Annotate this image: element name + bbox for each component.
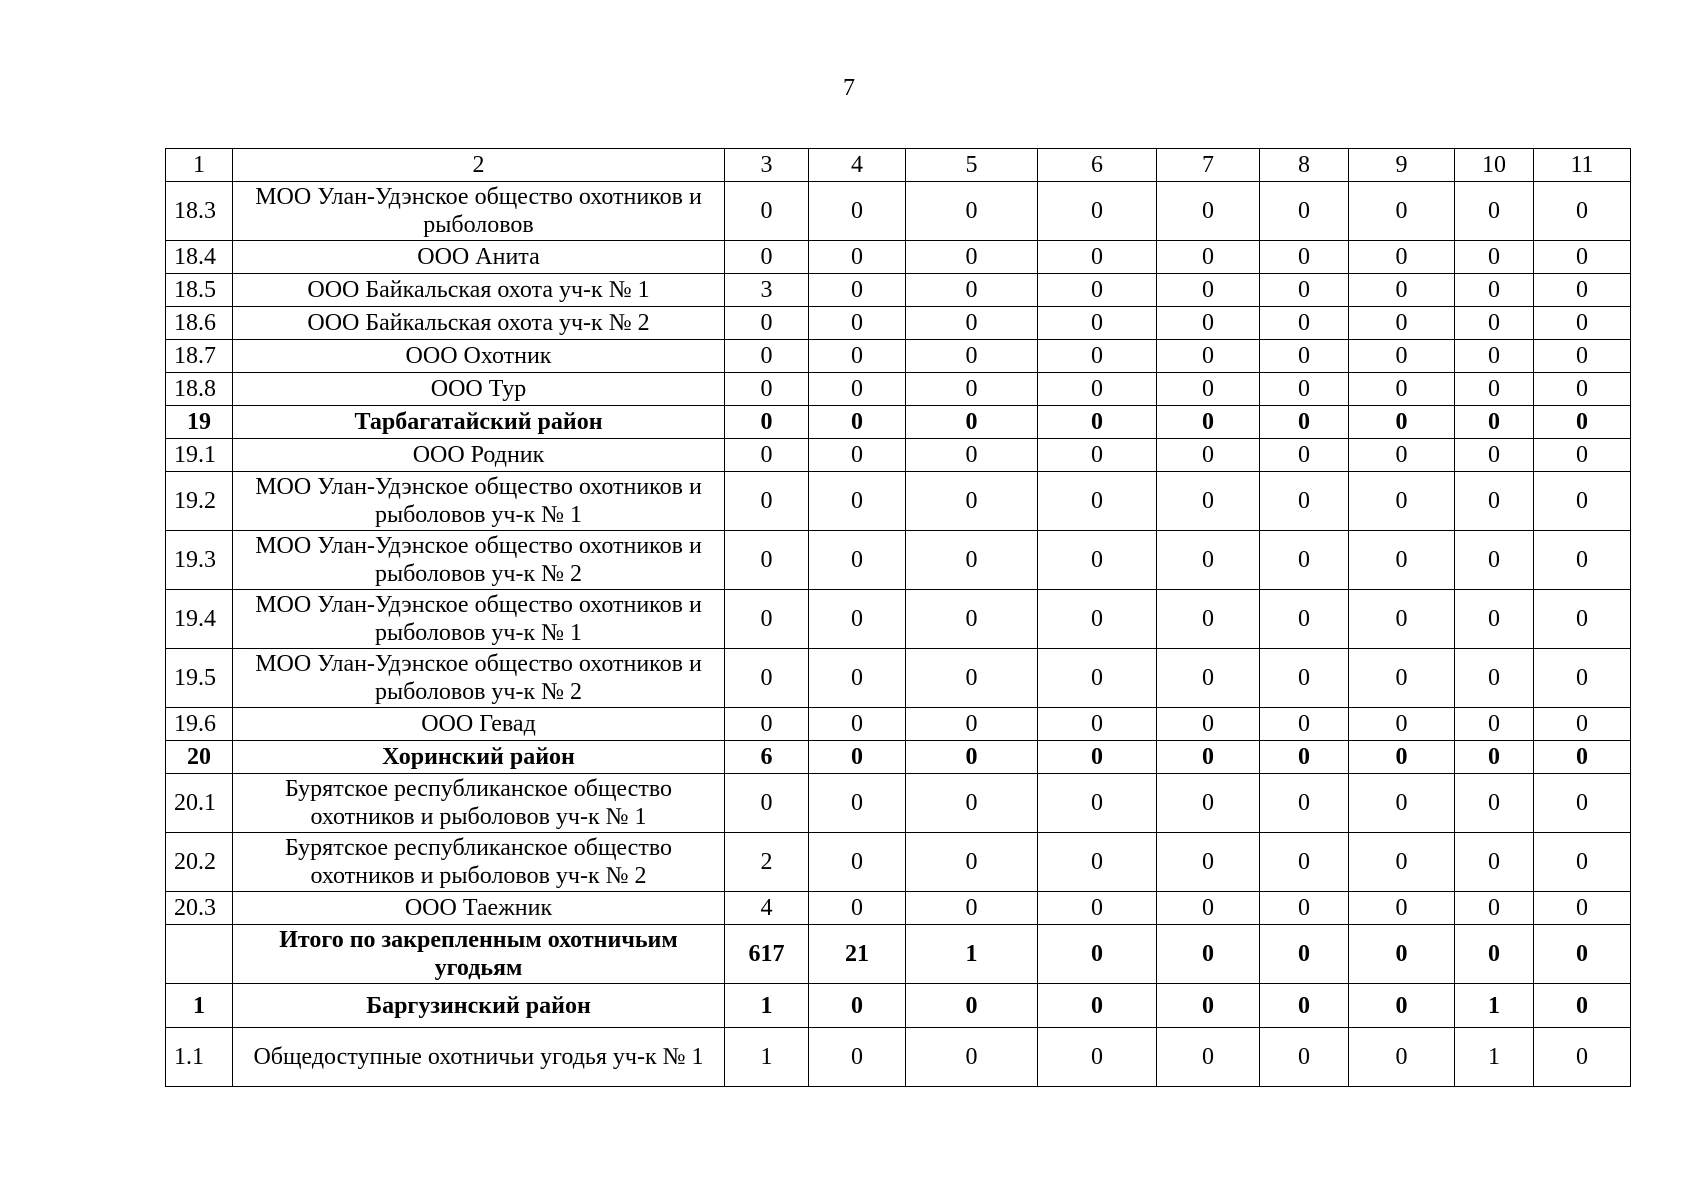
value-cell-col-8: 0 [1260, 241, 1349, 274]
value-cell-col-4: 0 [809, 241, 906, 274]
value-cell-col-5: 0 [906, 182, 1038, 241]
value-cell-col-6: 0 [1038, 649, 1157, 708]
value-cell-col-4: 0 [809, 774, 906, 833]
value-cell-col-8: 0 [1260, 1028, 1349, 1087]
value-cell-col-3: 0 [725, 708, 809, 741]
value-cell-col-11: 0 [1534, 182, 1631, 241]
value-cell-col-6: 0 [1038, 892, 1157, 925]
value-cell-col-7: 0 [1157, 774, 1260, 833]
value-cell-col-5: 0 [906, 708, 1038, 741]
value-cell-col-6: 0 [1038, 472, 1157, 531]
value-cell-col-7: 0 [1157, 741, 1260, 774]
value-cell-col-4: 0 [809, 531, 906, 590]
row-name-cell: МОО Улан-Удэнское общество охотников и рыболовов уч-к № 2 [233, 649, 725, 708]
value-cell-col-10: 0 [1455, 741, 1534, 774]
value-cell-col-9: 0 [1349, 531, 1455, 590]
value-cell-col-8: 0 [1260, 340, 1349, 373]
value-cell-col-6: 0 [1038, 590, 1157, 649]
row-name-cell: Хоринский район [233, 741, 725, 774]
value-cell-col-5: 0 [906, 774, 1038, 833]
value-cell-col-7: 0 [1157, 340, 1260, 373]
page-number: 7 [843, 75, 855, 101]
value-cell-col-6: 0 [1038, 774, 1157, 833]
row-number-cell: 18.8 [166, 373, 233, 406]
value-cell-col-10: 0 [1455, 925, 1534, 984]
value-cell-col-3: 4 [725, 892, 809, 925]
value-cell-col-3: 0 [725, 373, 809, 406]
row-number-cell: 18.6 [166, 307, 233, 340]
value-cell-col-8: 0 [1260, 590, 1349, 649]
value-cell-col-9: 0 [1349, 340, 1455, 373]
value-cell-col-10: 0 [1455, 833, 1534, 892]
header-cell: 6 [1038, 149, 1157, 182]
value-cell-col-8: 0 [1260, 406, 1349, 439]
value-cell-col-9: 0 [1349, 984, 1455, 1028]
value-cell-col-4: 21 [809, 925, 906, 984]
value-cell-col-7: 0 [1157, 307, 1260, 340]
value-cell-col-5: 0 [906, 1028, 1038, 1087]
value-cell-col-4: 0 [809, 274, 906, 307]
row-name-cell: Общедоступные охотничьи угодья уч-к № 1 [233, 1028, 725, 1087]
table-row [166, 373, 1631, 406]
value-cell-col-5: 0 [906, 373, 1038, 406]
value-cell-col-10: 1 [1455, 1028, 1534, 1087]
header-row [166, 149, 1631, 182]
value-cell-col-9: 0 [1349, 708, 1455, 741]
row-number-cell: 19.1 [166, 439, 233, 472]
value-cell-col-11: 0 [1534, 472, 1631, 531]
row-number-cell: 18.4 [166, 241, 233, 274]
value-cell-col-4: 0 [809, 984, 906, 1028]
value-cell-col-11: 0 [1534, 590, 1631, 649]
value-cell-col-6: 0 [1038, 241, 1157, 274]
value-cell-col-11: 0 [1534, 833, 1631, 892]
header-cell: 8 [1260, 149, 1349, 182]
row-name-cell: ООО Анита [233, 241, 725, 274]
value-cell-col-4: 0 [809, 340, 906, 373]
row-number-cell [166, 925, 233, 984]
value-cell-col-3: 2 [725, 833, 809, 892]
value-cell-col-10: 0 [1455, 307, 1534, 340]
value-cell-col-8: 0 [1260, 439, 1349, 472]
header-cell: 11 [1534, 149, 1631, 182]
value-cell-col-8: 0 [1260, 741, 1349, 774]
value-cell-col-9: 0 [1349, 774, 1455, 833]
table-row [166, 590, 1631, 649]
row-name-cell: ООО Родник [233, 439, 725, 472]
value-cell-col-11: 0 [1534, 708, 1631, 741]
row-name-cell: МОО Улан-Удэнское общество охотников и рыболовов уч-к № 1 [233, 590, 725, 649]
value-cell-col-5: 0 [906, 984, 1038, 1028]
value-cell-col-9: 0 [1349, 649, 1455, 708]
value-cell-col-11: 0 [1534, 531, 1631, 590]
table-row [166, 774, 1631, 833]
row-number-cell: 19.4 [166, 590, 233, 649]
value-cell-col-11: 0 [1534, 406, 1631, 439]
table-row [166, 708, 1631, 741]
row-number-cell: 19.2 [166, 472, 233, 531]
value-cell-col-6: 0 [1038, 984, 1157, 1028]
value-cell-col-7: 0 [1157, 531, 1260, 590]
value-cell-col-6: 0 [1038, 307, 1157, 340]
value-cell-col-10: 0 [1455, 406, 1534, 439]
row-number-cell: 19.5 [166, 649, 233, 708]
value-cell-col-5: 0 [906, 439, 1038, 472]
value-cell-col-5: 0 [906, 892, 1038, 925]
table-row [166, 1028, 1631, 1087]
value-cell-col-10: 0 [1455, 340, 1534, 373]
header-cell: 1 [166, 149, 233, 182]
value-cell-col-10: 0 [1455, 472, 1534, 531]
header-cell: 9 [1349, 149, 1455, 182]
row-name-cell: ООО Гевад [233, 708, 725, 741]
header-cell: 7 [1157, 149, 1260, 182]
value-cell-col-6: 0 [1038, 439, 1157, 472]
value-cell-col-8: 0 [1260, 472, 1349, 531]
value-cell-col-8: 0 [1260, 774, 1349, 833]
value-cell-col-9: 0 [1349, 741, 1455, 774]
value-cell-col-3: 0 [725, 241, 809, 274]
value-cell-col-5: 0 [906, 833, 1038, 892]
value-cell-col-11: 0 [1534, 439, 1631, 472]
value-cell-col-9: 0 [1349, 406, 1455, 439]
value-cell-col-8: 0 [1260, 307, 1349, 340]
row-number-cell: 18.5 [166, 274, 233, 307]
value-cell-col-8: 0 [1260, 925, 1349, 984]
value-cell-col-8: 0 [1260, 984, 1349, 1028]
value-cell-col-10: 0 [1455, 649, 1534, 708]
row-name-cell: ООО Охотник [233, 340, 725, 373]
row-name-cell: Итого по закрепленным охотничьим угодьям [233, 925, 725, 984]
value-cell-col-9: 0 [1349, 182, 1455, 241]
value-cell-col-9: 0 [1349, 925, 1455, 984]
value-cell-col-9: 0 [1349, 373, 1455, 406]
value-cell-col-11: 0 [1534, 649, 1631, 708]
value-cell-col-7: 0 [1157, 472, 1260, 531]
value-cell-col-4: 0 [809, 741, 906, 774]
value-cell-col-10: 0 [1455, 373, 1534, 406]
value-cell-col-11: 0 [1534, 774, 1631, 833]
value-cell-col-8: 0 [1260, 531, 1349, 590]
value-cell-col-8: 0 [1260, 833, 1349, 892]
row-number-cell: 18.7 [166, 340, 233, 373]
table-row [166, 274, 1631, 307]
value-cell-col-10: 0 [1455, 241, 1534, 274]
value-cell-col-7: 0 [1157, 241, 1260, 274]
value-cell-col-5: 1 [906, 925, 1038, 984]
table-section-row [166, 925, 1631, 984]
value-cell-col-9: 0 [1349, 833, 1455, 892]
table-row [166, 531, 1631, 590]
value-cell-col-4: 0 [809, 649, 906, 708]
value-cell-col-7: 0 [1157, 373, 1260, 406]
value-cell-col-10: 0 [1455, 590, 1534, 649]
row-name-cell: Бурятское республиканское общество охотников и рыболовов уч-к № 1 [233, 774, 725, 833]
header-cell: 5 [906, 149, 1038, 182]
value-cell-col-10: 0 [1455, 182, 1534, 241]
row-name-cell: Баргузинский район [233, 984, 725, 1028]
table-row [166, 182, 1631, 241]
value-cell-col-9: 0 [1349, 241, 1455, 274]
row-name-cell: ООО Тур [233, 373, 725, 406]
value-cell-col-6: 0 [1038, 531, 1157, 590]
value-cell-col-5: 0 [906, 531, 1038, 590]
value-cell-col-6: 0 [1038, 741, 1157, 774]
value-cell-col-4: 0 [809, 472, 906, 531]
table-section-row [166, 741, 1631, 774]
value-cell-col-3: 0 [725, 774, 809, 833]
value-cell-col-10: 0 [1455, 892, 1534, 925]
value-cell-col-5: 0 [906, 406, 1038, 439]
value-cell-col-11: 0 [1534, 241, 1631, 274]
value-cell-col-3: 0 [725, 472, 809, 531]
table-row [166, 241, 1631, 274]
value-cell-col-11: 0 [1534, 1028, 1631, 1087]
value-cell-col-5: 0 [906, 340, 1038, 373]
value-cell-col-3: 6 [725, 741, 809, 774]
value-cell-col-8: 0 [1260, 708, 1349, 741]
value-cell-col-9: 0 [1349, 472, 1455, 531]
table-row [166, 833, 1631, 892]
value-cell-col-9: 0 [1349, 274, 1455, 307]
value-cell-col-6: 0 [1038, 373, 1157, 406]
value-cell-col-3: 0 [725, 307, 809, 340]
row-number-cell: 20.1 [166, 774, 233, 833]
value-cell-col-11: 0 [1534, 741, 1631, 774]
value-cell-col-5: 0 [906, 307, 1038, 340]
value-cell-col-9: 0 [1349, 1028, 1455, 1087]
value-cell-col-4: 0 [809, 1028, 906, 1087]
value-cell-col-3: 1 [725, 1028, 809, 1087]
value-cell-col-3: 0 [725, 531, 809, 590]
value-cell-col-6: 0 [1038, 1028, 1157, 1087]
value-cell-col-6: 0 [1038, 925, 1157, 984]
value-cell-col-8: 0 [1260, 274, 1349, 307]
table-row [166, 340, 1631, 373]
value-cell-col-7: 0 [1157, 590, 1260, 649]
value-cell-col-9: 0 [1349, 892, 1455, 925]
header-cell: 3 [725, 149, 809, 182]
value-cell-col-4: 0 [809, 307, 906, 340]
value-cell-col-11: 0 [1534, 274, 1631, 307]
value-cell-col-4: 0 [809, 406, 906, 439]
value-cell-col-11: 0 [1534, 373, 1631, 406]
row-name-cell: Бурятское республиканское общество охотников и рыболовов уч-к № 2 [233, 833, 725, 892]
value-cell-col-11: 0 [1534, 925, 1631, 984]
value-cell-col-3: 1 [725, 984, 809, 1028]
value-cell-col-4: 0 [809, 590, 906, 649]
value-cell-col-8: 0 [1260, 373, 1349, 406]
table-row [166, 439, 1631, 472]
value-cell-col-11: 0 [1534, 307, 1631, 340]
value-cell-col-4: 0 [809, 833, 906, 892]
value-cell-col-11: 0 [1534, 892, 1631, 925]
row-number-cell: 20.2 [166, 833, 233, 892]
row-number-cell: 20 [166, 741, 233, 774]
value-cell-col-7: 0 [1157, 649, 1260, 708]
row-number-cell: 1 [166, 984, 233, 1028]
value-cell-col-3: 0 [725, 406, 809, 439]
value-cell-col-7: 0 [1157, 182, 1260, 241]
value-cell-col-3: 0 [725, 590, 809, 649]
value-cell-col-10: 1 [1455, 984, 1534, 1028]
table-row [166, 472, 1631, 531]
value-cell-col-3: 0 [725, 182, 809, 241]
header-cell: 10 [1455, 149, 1534, 182]
value-cell-col-6: 0 [1038, 833, 1157, 892]
value-cell-col-4: 0 [809, 182, 906, 241]
table-section-row [166, 984, 1631, 1028]
value-cell-col-8: 0 [1260, 182, 1349, 241]
table-row [166, 307, 1631, 340]
row-name-cell: ООО Байкальская охота уч-к № 1 [233, 274, 725, 307]
value-cell-col-4: 0 [809, 439, 906, 472]
value-cell-col-7: 0 [1157, 406, 1260, 439]
value-cell-col-7: 0 [1157, 892, 1260, 925]
value-cell-col-4: 0 [809, 373, 906, 406]
row-name-cell: МОО Улан-Удэнское общество охотников и рыболовов [233, 182, 725, 241]
row-name-cell: ООО Байкальская охота уч-к № 2 [233, 307, 725, 340]
table-row [166, 892, 1631, 925]
row-number-cell: 19.6 [166, 708, 233, 741]
value-cell-col-11: 0 [1534, 340, 1631, 373]
value-cell-col-10: 0 [1455, 439, 1534, 472]
value-cell-col-7: 0 [1157, 833, 1260, 892]
value-cell-col-3: 0 [725, 649, 809, 708]
value-cell-col-3: 617 [725, 925, 809, 984]
row-name-cell: Тарбагатайский район [233, 406, 725, 439]
row-name-cell: МОО Улан-Удэнское общество охотников и рыболовов уч-к № 1 [233, 472, 725, 531]
row-number-cell: 18.3 [166, 182, 233, 241]
value-cell-col-5: 0 [906, 274, 1038, 307]
value-cell-col-7: 0 [1157, 439, 1260, 472]
value-cell-col-5: 0 [906, 590, 1038, 649]
value-cell-col-5: 0 [906, 241, 1038, 274]
value-cell-col-4: 0 [809, 708, 906, 741]
value-cell-col-7: 0 [1157, 1028, 1260, 1087]
value-cell-col-10: 0 [1455, 708, 1534, 741]
row-name-cell: МОО Улан-Удэнское общество охотников и рыболовов уч-к № 2 [233, 531, 725, 590]
value-cell-col-3: 0 [725, 340, 809, 373]
value-cell-col-7: 0 [1157, 708, 1260, 741]
value-cell-col-9: 0 [1349, 590, 1455, 649]
value-cell-col-6: 0 [1038, 274, 1157, 307]
value-cell-col-8: 0 [1260, 649, 1349, 708]
value-cell-col-11: 0 [1534, 984, 1631, 1028]
value-cell-col-5: 0 [906, 472, 1038, 531]
row-number-cell: 19 [166, 406, 233, 439]
row-number-cell: 20.3 [166, 892, 233, 925]
value-cell-col-10: 0 [1455, 531, 1534, 590]
value-cell-col-8: 0 [1260, 892, 1349, 925]
value-cell-col-7: 0 [1157, 274, 1260, 307]
value-cell-col-4: 0 [809, 892, 906, 925]
value-cell-col-6: 0 [1038, 340, 1157, 373]
value-cell-col-6: 0 [1038, 182, 1157, 241]
row-number-cell: 19.3 [166, 531, 233, 590]
value-cell-col-6: 0 [1038, 708, 1157, 741]
value-cell-col-7: 0 [1157, 984, 1260, 1028]
value-cell-col-10: 0 [1455, 274, 1534, 307]
table-row [166, 649, 1631, 708]
table-section-row [166, 406, 1631, 439]
value-cell-col-9: 0 [1349, 307, 1455, 340]
value-cell-col-9: 0 [1349, 439, 1455, 472]
row-number-cell: 1.1 [166, 1028, 233, 1087]
value-cell-col-5: 0 [906, 741, 1038, 774]
header-cell: 2 [233, 149, 725, 182]
value-cell-col-6: 0 [1038, 406, 1157, 439]
data-table [165, 148, 1631, 1087]
value-cell-col-3: 0 [725, 439, 809, 472]
header-cell: 4 [809, 149, 906, 182]
row-name-cell: ООО Таежник [233, 892, 725, 925]
value-cell-col-10: 0 [1455, 774, 1534, 833]
value-cell-col-5: 0 [906, 649, 1038, 708]
value-cell-col-3: 3 [725, 274, 809, 307]
value-cell-col-7: 0 [1157, 925, 1260, 984]
